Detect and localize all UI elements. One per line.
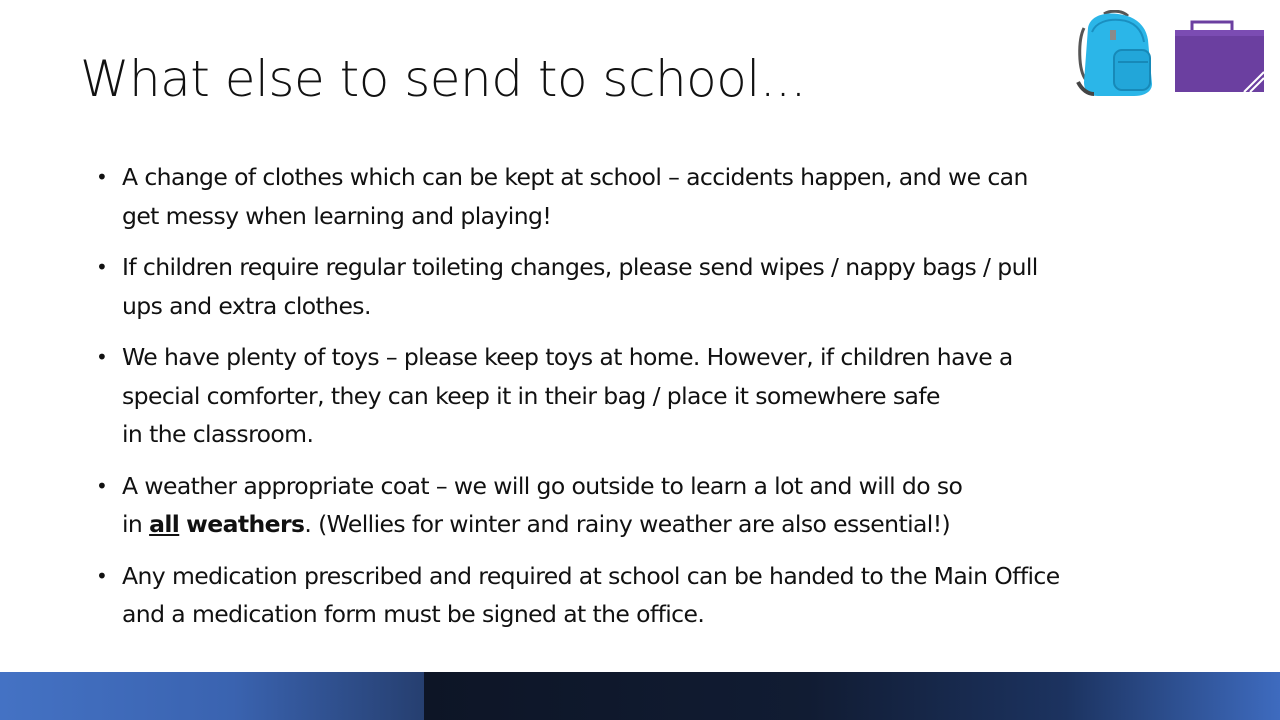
bullet-text-line: ups and extra clothes. bbox=[122, 291, 371, 320]
bullet-text-line: Any medication prescribed and required at school can be handed to the Main Office bbox=[122, 561, 1060, 590]
footer-bar-left bbox=[0, 672, 424, 720]
bullet-list bbox=[96, 158, 1226, 647]
school-bags-clipart bbox=[1074, 10, 1270, 100]
footer-bar-right bbox=[424, 672, 1280, 720]
book-bag-icon bbox=[1175, 22, 1264, 92]
bullet-text-line: special comforter, they can keep it in their bag / place it somewhere safe bbox=[122, 381, 940, 410]
list-item bbox=[96, 248, 1226, 325]
text-suffix: . (Wellies for winter and rainy weather are also essential!) bbox=[304, 510, 951, 538]
bullet-text-line: in the classroom. bbox=[122, 420, 314, 448]
text-in: in bbox=[122, 510, 150, 538]
bullet-text-line: get messy when learning and playing! bbox=[122, 201, 552, 230]
footer-bar bbox=[0, 672, 1280, 720]
emphasis-all: all bbox=[149, 510, 180, 538]
bullet-text-line: A change of clothes which can be kept at school – accidents happen, and we can bbox=[122, 163, 1028, 191]
bullet-dot: • bbox=[96, 255, 108, 279]
bullet-dot: • bbox=[96, 165, 108, 189]
list-item bbox=[96, 158, 1226, 235]
bullet-text-line: and a medication form must be signed at the office. bbox=[122, 600, 705, 628]
bullet-text-line: If children require regular toileting changes, please send wipes / nappy bags / pull bbox=[122, 253, 1038, 281]
bullet-text-line: We have plenty of toys – please keep toys at home. However, if children have a bbox=[122, 343, 1013, 371]
bullet-dot: • bbox=[96, 473, 108, 498]
backpack-icon bbox=[1078, 11, 1152, 96]
list-item bbox=[96, 557, 1226, 634]
emphasis-weathers: weathers bbox=[186, 510, 305, 538]
slide-title: What else to send to school... bbox=[80, 50, 806, 108]
bullet-dot: • bbox=[96, 563, 108, 588]
bullet-text-line: A weather appropriate coat – we will go outside to learn a lot and will do so bbox=[122, 471, 963, 500]
list-item bbox=[96, 338, 1226, 454]
bullet-dot: • bbox=[96, 345, 108, 369]
list-item bbox=[96, 467, 1226, 544]
bullet-text-line-rich bbox=[122, 505, 1226, 544]
